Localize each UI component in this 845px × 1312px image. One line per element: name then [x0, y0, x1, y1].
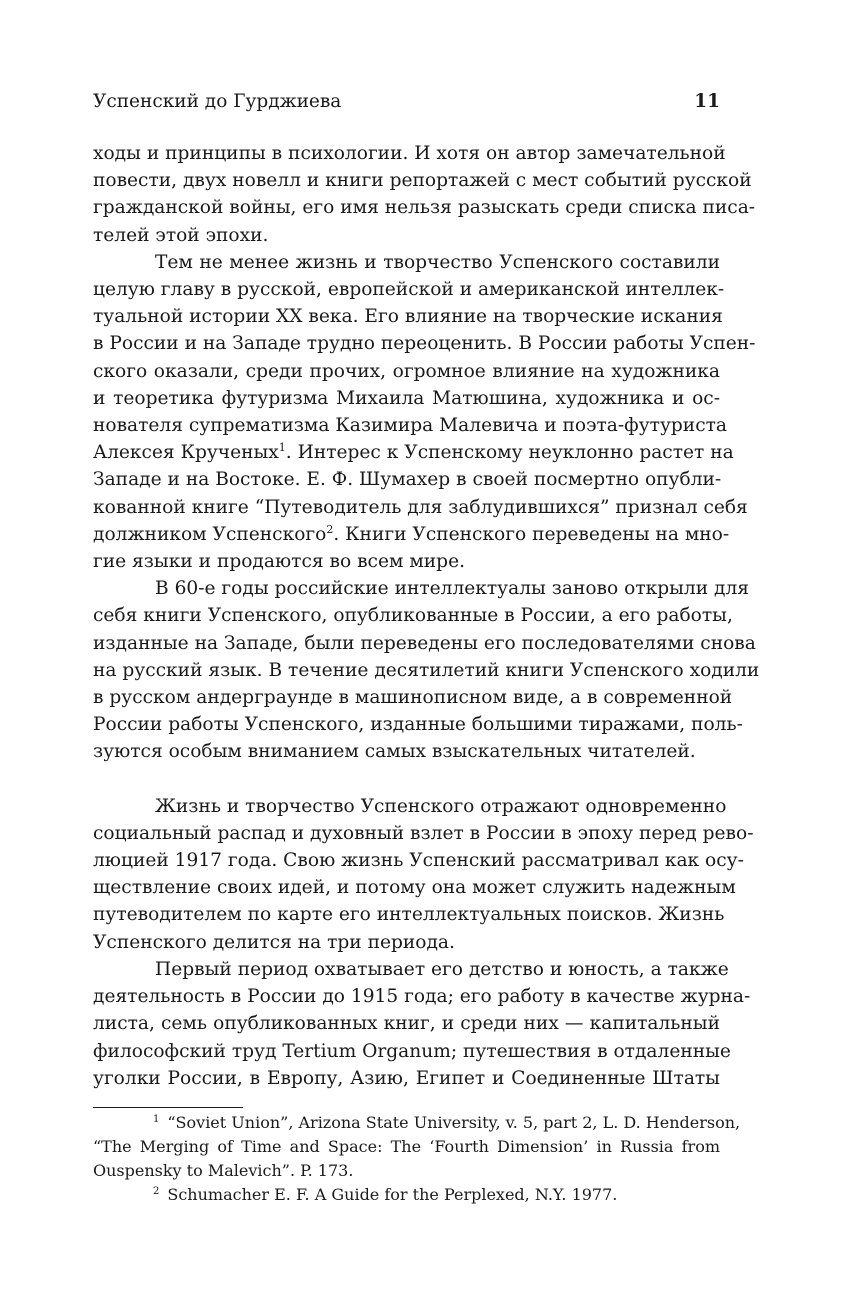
- footnote-number: 2: [153, 1185, 160, 1197]
- text-line: листа, семь опубликованных книг, и среди них — капитальный: [93, 1013, 720, 1035]
- text-line: [93, 439, 734, 466]
- text-line: уголки России, в Европу, Азию, Египет и Соединенные Штаты: [93, 1067, 720, 1089]
- section-break: [93, 766, 720, 793]
- page-number: 11: [694, 91, 720, 112]
- text-line: философский труд Tertium Organum; путешествия в отдаленные: [93, 1040, 731, 1062]
- text-line: зуются особым вниманием самых взыскательных читателей.: [93, 741, 696, 763]
- text-line: ществление своих идей, и потому она может служить надежным: [93, 877, 736, 899]
- text-line: Успенского делится на три периода.: [93, 931, 455, 953]
- paragraph-2: [93, 249, 756, 575]
- footnote-line: [93, 1111, 741, 1135]
- text-fragment: . Интерес к Успенскому неуклонно растет на: [285, 442, 734, 464]
- text-line: Жизнь и творчество Успенского отражают одновременно: [155, 795, 727, 817]
- text-line: ского оказали, среди прочих, огромное влияние на художника: [93, 360, 720, 382]
- text-line: в России и на Западе трудно переоценить. В России работы Успен-: [93, 333, 756, 355]
- footnote-2: [93, 1183, 720, 1207]
- text-line: кованной книге “Путеводитель для заблудившихся” признал себя: [93, 496, 748, 518]
- text-line: путеводителем по карте его интеллектуальных поисков. Жизнь: [93, 904, 725, 926]
- text-fragment: Алексея Крученых: [93, 442, 279, 464]
- footnote-ref-1[interactable]: 1: [278, 441, 286, 455]
- text-line: социальный распад и духовный взлет в России в эпоху перед рево-: [93, 822, 754, 844]
- text-line: гражданской войны, его имя нельзя разыскать среди списка писа-: [93, 197, 756, 219]
- footnote-1: [93, 1111, 741, 1183]
- text-line: России работы Успенского, изданные большими тиражами, поль-: [93, 714, 743, 736]
- paragraph-5: [93, 956, 751, 1092]
- text-line: [93, 521, 730, 548]
- footnote-number: 1: [153, 1113, 160, 1125]
- text-line: В 60-е годы российские интеллектуалы заново открыли для: [155, 578, 750, 600]
- text-fragment: . Книги Успенского переведены на мно-: [333, 523, 730, 545]
- paragraph-3: [93, 575, 760, 765]
- footnote-line: “The Merging of Time and Space: The ‘Fourth Dimension’ in Russia from: [93, 1137, 720, 1156]
- text-line: в русском андерграунде в машинописном виде, а в современной: [93, 687, 733, 709]
- footnote-divider: [93, 1107, 243, 1108]
- text-line: телей этой эпохи.: [93, 224, 269, 246]
- text-line: повести, двух новелл и книги репортажей с мест событий русской: [93, 170, 752, 192]
- footnote-ref-2[interactable]: 2: [326, 522, 334, 536]
- footnote-line: [93, 1183, 720, 1207]
- text-line: на русский язык. В течение десятилетий книги Успенского ходили: [93, 659, 760, 681]
- text-line: целую главу в русской, европейской и американской интеллек-: [93, 279, 725, 301]
- text-line: себя книги Успенского, опубликованные в России, а его работы,: [93, 605, 733, 627]
- text-line: ходы и принципы в психологии. И хотя он автор замечательной: [93, 143, 726, 164]
- text-line: люцией 1917 года. Свою жизнь Успенский рассматривал как осу-: [93, 850, 744, 872]
- footnote-text: “Soviet Union”, Arizona State University, v. 5, part 2, L. D. Henderson,: [167, 1113, 741, 1132]
- text-fragment: должником Успенского: [93, 523, 327, 545]
- paragraph-4: [93, 793, 754, 956]
- text-line: деятельность в России до 1915 года; его работу в качестве журна-: [93, 986, 751, 1008]
- footnote-line: Ouspensky to Malevich”. P. 173.: [93, 1161, 354, 1180]
- text-line: гие языки и продаются во всем мире.: [93, 551, 466, 573]
- paragraph-1: [93, 140, 756, 249]
- text-line: и теоретика футуризма Михаила Матюшина, художника и ос-: [93, 387, 720, 409]
- text-line: Западе и на Востоке. Е. Ф. Шумахер в своей посмертно опубли-: [93, 469, 722, 491]
- text-line: нователя супрематизма Казимира Малевича и поэта-футуриста: [93, 415, 727, 437]
- text-line: туальной истории XX века. Его влияние на творческие искания: [93, 306, 723, 328]
- body-text: [93, 140, 760, 1092]
- text-line: Тем не менее жизнь и творчество Успенского составили: [155, 251, 720, 273]
- footnotes: [93, 1111, 741, 1207]
- running-title: Успенский до Гурджиева: [93, 91, 342, 112]
- text-line: изданные на Западе, были переведены его последователями снова: [93, 632, 756, 654]
- footnote-text: Schumacher E. F. A Guide for the Perplexed, N.Y. 1977.: [167, 1185, 618, 1204]
- text-line: Первый период охватывает его детство и юность, а также: [155, 958, 729, 980]
- running-head: [93, 90, 720, 114]
